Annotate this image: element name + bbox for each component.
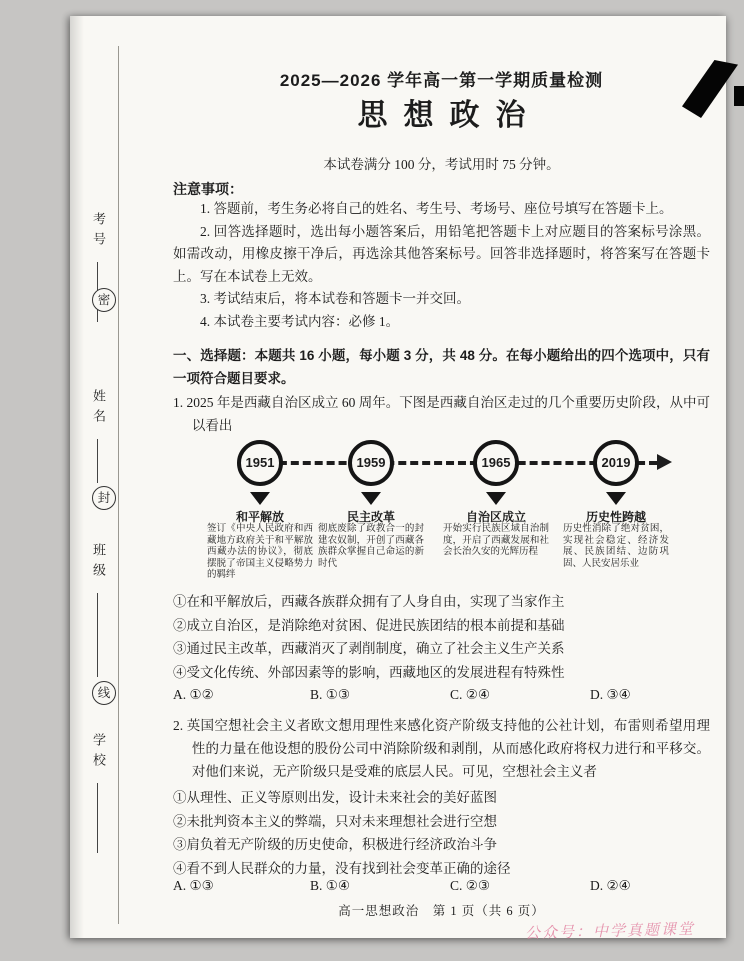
notice-item: 2. 回答选择题时，选出每小题答案后，用铅笔把答题卡上对应题目的答案标号涂黑。如需改动，用橡皮擦干净后，再选涂其他答案标号。回答非选择题时，将答案写在答题卡上。写在本试卷上无效。 (173, 223, 710, 284)
choice-c: C. ②③ (450, 878, 490, 893)
class-label: 班级 (91, 543, 106, 583)
question-1-choices (173, 687, 710, 703)
name-label: 姓名 (91, 389, 106, 429)
choice-a: A. ①③ (173, 878, 214, 893)
down-arrow-icon (250, 492, 270, 505)
choice-a: A. ①② (173, 687, 214, 702)
statement: ②成立自治区，是消除绝对贫困、促进民族团结的根本前提和基础 (173, 617, 565, 633)
class-fill-line (97, 593, 98, 677)
question-2-statements (173, 786, 710, 880)
down-arrow-icon (486, 492, 506, 505)
timeline-stage-desc: 彻底废除了政教合一的封建农奴制，开创了西藏各族群众掌握自己命运的新时代 (318, 524, 424, 569)
timeline-year-circle: 2019 (593, 440, 639, 486)
timeline-year-circle: 1965 (473, 440, 519, 486)
statement: ④受文化传统、外部因素等的影响，西藏地区的发展进程有特殊性 (173, 664, 565, 680)
notice-item: 1. 答题前，考生务必将自己的姓名、考生号、考场号、座位号填写在答题卡上。 (200, 201, 673, 216)
statement: ③通过民主改革，西藏消灭了剥削制度，确立了社会主义生产关系 (173, 641, 565, 656)
down-arrow-icon (361, 492, 381, 505)
timeline-stage-title: 历史性跨越 (585, 510, 646, 524)
page-footer: 高一思想政治 第 1 页（共 6 页） (338, 904, 545, 918)
statement: ②未批判资本主义的弊端，只对未来理想社会进行空想 (173, 813, 497, 829)
down-arrow-icon (606, 492, 626, 505)
watermark-text: 公众号：中学真题课堂 (524, 921, 696, 943)
timeline-stage-desc: 历史性消除了绝对贫困，实现社会稳定、经济发展、民族团结、边防巩固、人民安居乐业 (563, 524, 669, 569)
notice-item: 4. 本试卷主要考试内容：必修 1。 (200, 313, 400, 329)
notice-item: 3. 考试结束后，将本试卷和答题卡一并交回。 (200, 291, 470, 306)
statement: ③肩负着无产阶级的历史使命，积极进行经济政治斗争 (173, 837, 497, 852)
section-title: 一、选择题：本题共 16 小题，每小题 3 分，共 48 分。在每小题给出的四个选项中，只有一项符合题目要求。 (173, 348, 710, 386)
timeline-stage-title: 自治区成立 (465, 510, 526, 524)
seal-char-feng: 封 (92, 486, 116, 510)
statement: ①在和平解放后，西藏各族群众拥有了人身自由，实现了当家作主 (173, 594, 565, 609)
question-2-stem: 2. 英国空想社会主义者欧文想用理性来感化资产阶级支持他的公社计划，布雷则希望用理性的力量在他设想的股份公司中消除阶级和剥削，从而感化政府将权力进行和平移交。对他们来说，无产阶级只是受难的底层人民。可见，空想社会主义者 (173, 718, 710, 779)
question-1-stem: 1. 2025 年是西藏自治区成立 60 周年。下图是西藏自治区走过的几个重要历史阶段，从中可以看出 (173, 395, 710, 433)
timeline-year-circle: 1959 (348, 440, 394, 486)
seal-line (118, 46, 119, 924)
choice-d: D. ③④ (590, 687, 631, 702)
school-fill-line (97, 783, 98, 853)
choice-d: D. ②④ (590, 878, 631, 893)
exam-paper (70, 16, 726, 943)
statement: ①从理性、正义等原则出发，设计未来社会的美好蓝图 (173, 790, 497, 805)
school-label: 学校 (91, 733, 106, 773)
choice-b: B. ①③ (310, 687, 350, 702)
timeline-stage-title: 和平解放 (235, 510, 284, 524)
choice-b: B. ①④ (310, 878, 350, 893)
notice-heading: 注意事项： (173, 181, 243, 197)
timeline-year-circle: 1951 (237, 440, 283, 486)
scan-edge-artifact (734, 86, 744, 106)
subject-title: 思想政治 (357, 99, 542, 132)
seal-char-mi: 密 (92, 288, 116, 312)
notice-list (173, 198, 710, 333)
timeline-stage-desc: 签订《中央人民政府和西藏地方政府关于和平解放西藏办法的协议》，彻底摆脱了帝国主义侵略势力的羁绊 (207, 524, 313, 580)
exam-info: 本试卷满分 100 分，考试用时 75 分钟。 (323, 157, 560, 172)
exam-content (173, 16, 710, 938)
exam-title: 2025—2026 学年高一第一学期质量检测 (279, 71, 604, 90)
exam-number-label: 考号 (91, 212, 106, 252)
choice-c: C. ②④ (450, 687, 490, 702)
timeline-stage-desc: 开始实行民族区域自治制度，开启了西藏发展和社会长治久安的光辉历程 (443, 524, 549, 557)
question-1-statements (173, 590, 710, 684)
question-2-choices (173, 878, 710, 894)
timeline-stage-title: 民主改革 (346, 510, 395, 524)
arrow-right-icon (657, 454, 672, 470)
name-fill-line (97, 439, 98, 483)
seal-char-xian: 线 (92, 681, 116, 705)
statement: ④看不到人民群众的力量，没有找到社会变革正确的途径 (173, 860, 511, 876)
tibet-timeline-figure (173, 440, 710, 590)
